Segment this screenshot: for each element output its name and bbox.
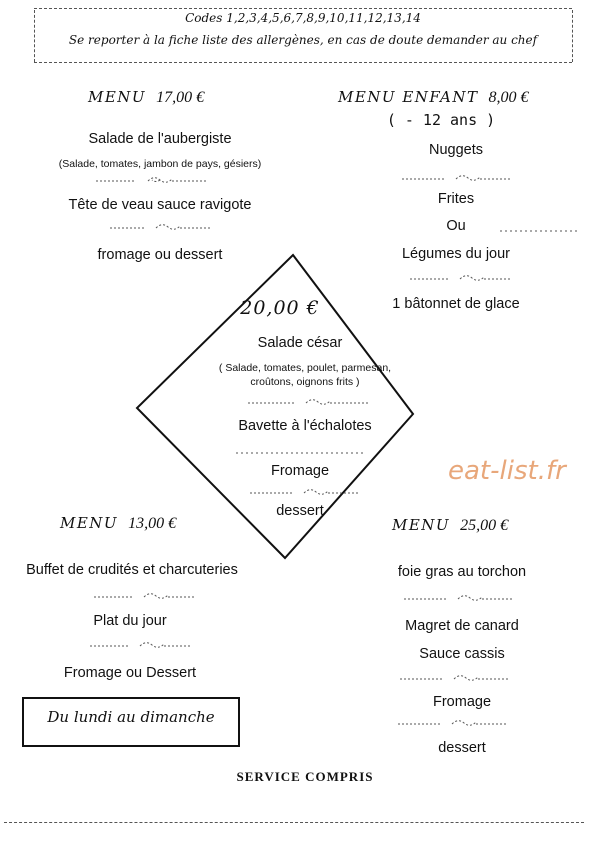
menu-enfant-title: MENU ENFANT	[338, 88, 479, 106]
ornament-divider	[398, 717, 508, 729]
menu20-item-2: Bavette à l'échalotes	[238, 418, 372, 434]
allergen-note: Se reporter à la fiche liste des allergènes, en cas de doute demander au chef	[68, 33, 538, 47]
ornament-divider	[236, 446, 366, 458]
ornament-divider	[96, 174, 206, 186]
ornament-divider	[410, 272, 510, 284]
menu25-item-3: Sauce cassis	[419, 646, 505, 662]
menu-enfant-item-5: 1 bâtonnet de glace	[392, 296, 520, 312]
menu-enfant-price: 8,00 €	[488, 89, 529, 106]
footer-dashed-line	[4, 822, 584, 823]
menu25-heading	[392, 516, 582, 535]
menu20-item-4: dessert	[276, 503, 324, 519]
header-top-border	[34, 8, 572, 9]
header-right-border	[572, 10, 573, 62]
menu17-price: 17,00 €	[156, 89, 205, 106]
menu20-item-3: Fromage	[270, 463, 330, 479]
menu13-item-1: Buffet de crudités et charcuteries	[26, 562, 238, 578]
menu25-item-1: foie gras au torchon	[397, 564, 527, 580]
menu17-item-1-detail: (Salade, tomates, jambon de pays, gésiers)	[58, 158, 262, 170]
menu25-title: MENU	[392, 516, 451, 534]
menu-enfant-item-3: Ou	[446, 218, 466, 234]
menu25-item-2: Magret de canard	[405, 618, 519, 634]
menu17-title: MENU	[88, 88, 147, 106]
header-bottom-border	[34, 62, 572, 63]
ornament-divider	[400, 672, 510, 684]
menu25-item-4: Fromage	[432, 694, 492, 710]
ornament-divider	[402, 172, 512, 184]
menu20-item-1-detail-a: ( Salade, tomates, poulet, parmesan,	[218, 362, 392, 374]
menu-enfant-heading	[338, 88, 595, 107]
ornament-divider	[500, 224, 580, 236]
menu25-item-5: dessert	[438, 740, 486, 756]
menu20-item-1: Salade césar	[257, 335, 343, 351]
menu17-heading	[88, 88, 268, 107]
availability-text: Du lundi au dimanche	[47, 708, 215, 726]
watermark-text: eat-list.fr	[448, 456, 566, 486]
menu17-item-3: fromage ou dessert	[97, 247, 223, 263]
ornament-divider	[248, 396, 368, 408]
menu17-item-2: Tête de veau sauce ravigote	[68, 197, 252, 213]
menu-enfant-item-1: Nuggets	[428, 142, 483, 158]
ornament-divider	[90, 639, 190, 651]
ornament-divider	[94, 590, 194, 602]
menu20-price: 20,00 €	[240, 297, 320, 319]
menu-enfant-item-2: Frites	[437, 191, 475, 207]
ornament-divider	[404, 592, 514, 604]
menu25-price: 25,00 €	[460, 517, 509, 534]
service-compris: SERVICE COMPRIS	[236, 769, 374, 784]
ornament-divider	[110, 221, 210, 233]
menu13-item-3: Fromage ou Dessert	[63, 665, 197, 681]
menu-enfant-age: ( - 12 ans )	[386, 111, 496, 129]
menu-enfant-item-4: Légumes du jour	[401, 246, 510, 262]
menu13-price: 13,00 €	[128, 515, 177, 532]
allergen-codes: Codes 1,2,3,4,5,6,7,8,9,10,11,12,13,14	[185, 11, 421, 25]
menu13-heading	[60, 514, 240, 533]
menu13-item-2: Plat du jour	[93, 613, 167, 629]
menu13-title: MENU	[60, 514, 119, 532]
menu17-item-1: Salade de l'aubergiste	[88, 131, 232, 147]
ornament-divider	[250, 486, 360, 498]
menu20-item-1-detail-b: croûtons, oignons frits )	[250, 376, 360, 388]
